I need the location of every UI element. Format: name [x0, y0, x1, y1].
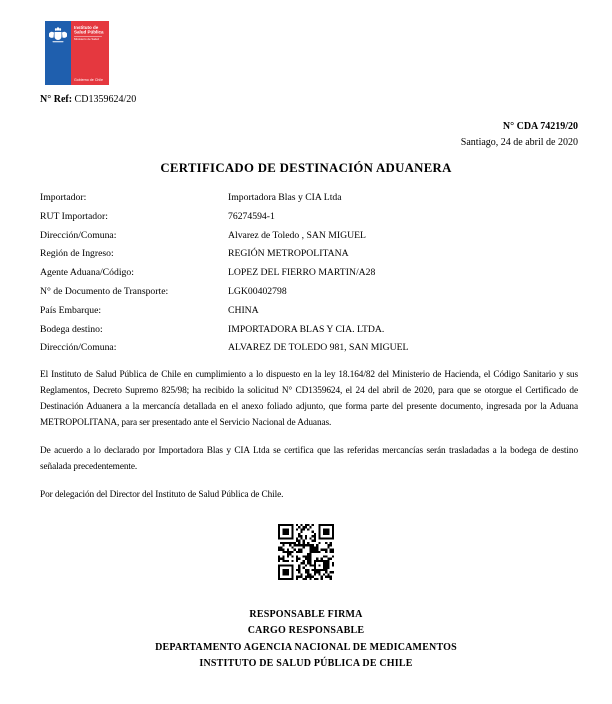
- reference-number-line: [40, 94, 136, 105]
- paragraph: [40, 487, 578, 503]
- field-label: Dirección/Comuna:: [40, 229, 117, 241]
- field-value: LOPEZ DEL FIERRO MARTIN/A28: [228, 267, 376, 279]
- field-row: [40, 192, 578, 211]
- field-value: Alvarez de Toledo , SAN MIGUEL: [228, 229, 366, 241]
- field-label: Importador:: [40, 192, 87, 203]
- field-value: IMPORTADORA BLAS Y CIA. LTDA.: [228, 323, 385, 335]
- fields-table: [40, 192, 578, 361]
- cda-number: N° CDA 74219/20: [502, 121, 578, 132]
- field-label: Bodega destino:: [40, 323, 103, 335]
- field-value: 76274594-1: [228, 210, 275, 222]
- signature-line: CARGO RESPONSABLE: [247, 625, 365, 637]
- isp-chile-logo: [45, 21, 109, 85]
- field-value: CHINA: [228, 304, 259, 316]
- signature-block: [0, 607, 612, 673]
- field-value: REGIÓN METROPOLITANA: [228, 248, 349, 260]
- field-row: [40, 305, 578, 324]
- reference-value: CD1359624/20: [74, 94, 137, 105]
- header-right-block: [461, 120, 578, 149]
- paragraph-line: El Instituto de Salud Pública de Chile en cumplimiento a lo dispuesto en la ley 18.164/82 del Ministerio de Hacienda, el Código Sanitario y sus: [40, 370, 578, 380]
- logo-institution-name-line1: Instituto de: [74, 25, 99, 31]
- field-row: [40, 248, 578, 267]
- place-and-date: Santiago, 24 de abril de 2020: [460, 137, 578, 148]
- field-value: ALVAREZ DE TOLEDO 981, SAN MIGUEL: [228, 342, 409, 354]
- field-label: Región de Ingreso:: [40, 248, 114, 260]
- field-label: N° de Documento de Transporte:: [40, 285, 169, 297]
- field-label: Dirección/Comuna:: [40, 342, 117, 354]
- coat-of-arms-icon: [48, 27, 68, 50]
- signature-line: INSTITUTO DE SALUD PÚBLICA DE CHILE: [199, 658, 413, 670]
- paragraph: [40, 443, 578, 475]
- field-value: Importadora Blas y CIA Ltda: [228, 192, 342, 203]
- paragraph-line: METROPOLITANA, para ser presentado ante el Servicio Nacional de Aduanas.: [40, 418, 332, 428]
- paragraph-line: Por delegación del Director del Instituto de Salud Pública de Chile.: [40, 490, 284, 500]
- paragraph-line: Destinación Aduanera a la mercancía detallada en el anexo foliado adjunto, que forma parte del presente documento, ingresada por la Aduana: [40, 402, 578, 412]
- signature-line: DEPARTAMENTO AGENCIA NACIONAL DE MEDICAMENTOS: [155, 641, 457, 653]
- document-title: CERTIFICADO DE DESTINACIÓN ADUANERA: [160, 161, 452, 175]
- field-label: RUT Importador:: [40, 210, 108, 222]
- field-value: LGK00402798: [228, 285, 287, 297]
- field-row: [40, 267, 578, 286]
- field-row: [40, 211, 578, 230]
- paragraph-line: Reglamentos, Decreto Supremo 825/98; ha recibido la solicitud N° CD1359624, el 24 del abril de 2020, para que se otorgue el Certificado de: [40, 386, 578, 396]
- reference-label: N° Ref:: [40, 94, 73, 105]
- field-row: [40, 342, 578, 361]
- field-row: [40, 286, 578, 305]
- paragraph-line: De acuerdo a lo declarado por Importadora Blas y CIA Ltda se certifica que las referidas mercancías serán trasladadas a la bodega de destino: [40, 446, 578, 456]
- logo-blue-panel: [45, 21, 71, 85]
- paragraph: [40, 367, 578, 431]
- field-row: [40, 230, 578, 249]
- field-row: [40, 324, 578, 343]
- logo-red-panel: [71, 21, 109, 85]
- logo-ministry-label: Ministerio de Salud: [74, 36, 102, 41]
- certificate-body: [40, 367, 578, 515]
- field-label: País Embarque:: [40, 304, 102, 316]
- qr-code: [278, 524, 334, 580]
- paragraph-line: señalada precedentemente.: [40, 462, 138, 472]
- logo-government-label: Gobierno de Chile: [74, 78, 104, 83]
- signature-line: RESPONSABLE FIRMA: [249, 609, 363, 620]
- field-label: Agente Aduana/Código:: [40, 267, 134, 279]
- logo-institution-name-line2: Salud Pública: [74, 30, 104, 35]
